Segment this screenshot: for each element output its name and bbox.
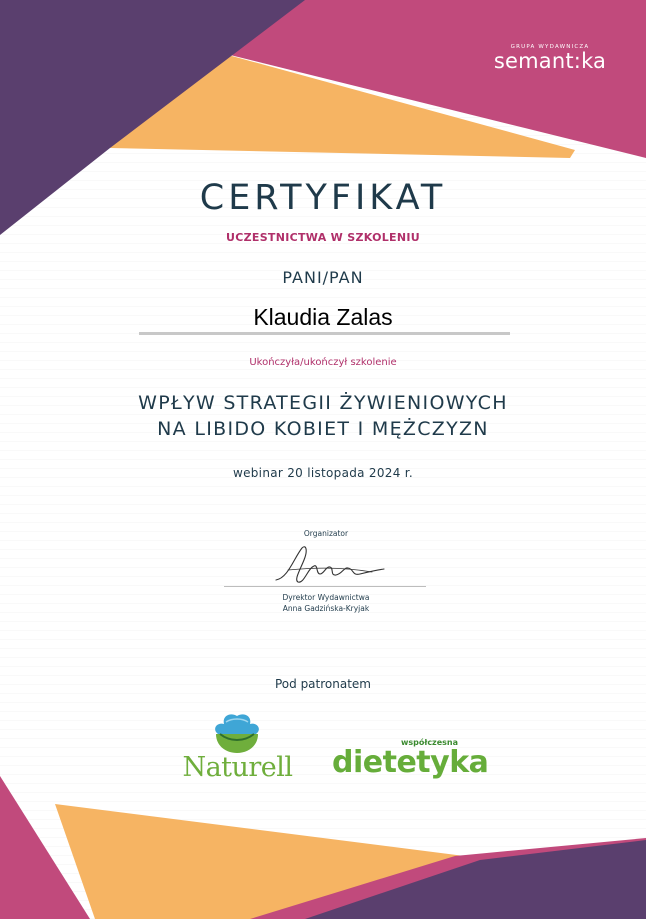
signature-line <box>224 586 426 587</box>
signature-image <box>268 540 388 588</box>
publisher-name: semant:ka <box>493 49 607 73</box>
naturell-leaf-icon <box>212 712 262 754</box>
course-title-line-1: WPŁYW STRATEGII ŻYWIENIOWYCH <box>138 392 508 414</box>
signer-title: Dyrektor Wydawnictwa <box>282 593 370 602</box>
naturell-wordmark: Naturell <box>182 752 293 783</box>
recipient-label: PANI/PAN <box>282 268 364 287</box>
certificate-subtitle: UCZESTNICTWA W SZKOLENIU <box>226 231 420 244</box>
dietetyka-wordmark: dietetyka <box>332 745 489 780</box>
signer-block <box>0 592 646 614</box>
dietetyka-logo <box>330 738 490 788</box>
certificate-title: CERTYFIKAT <box>199 178 447 218</box>
event-date: webinar 20 listopada 2024 r. <box>232 466 414 480</box>
patronage-label: Pod patronatem <box>274 677 371 691</box>
course-title-line-2: NA LIBIDO KOBIET I MĘŻCZYZN <box>157 418 489 440</box>
dietetyka-small-wordmark: współczesna <box>400 738 458 747</box>
recipient-name: Klaudia Zalas <box>253 304 393 330</box>
naturell-logo <box>170 712 305 782</box>
organizer-label: Organizator <box>303 529 349 538</box>
publisher-group-label: GRUPA WYDAWNICZA <box>510 44 590 50</box>
signer-name: Anna Gadzińska-Kryjak <box>282 604 370 613</box>
course-title <box>0 390 646 442</box>
completed-text: Ukończyła/ukończył szkolenie <box>249 357 397 368</box>
publisher-logo <box>470 44 630 72</box>
name-underline <box>139 332 510 335</box>
